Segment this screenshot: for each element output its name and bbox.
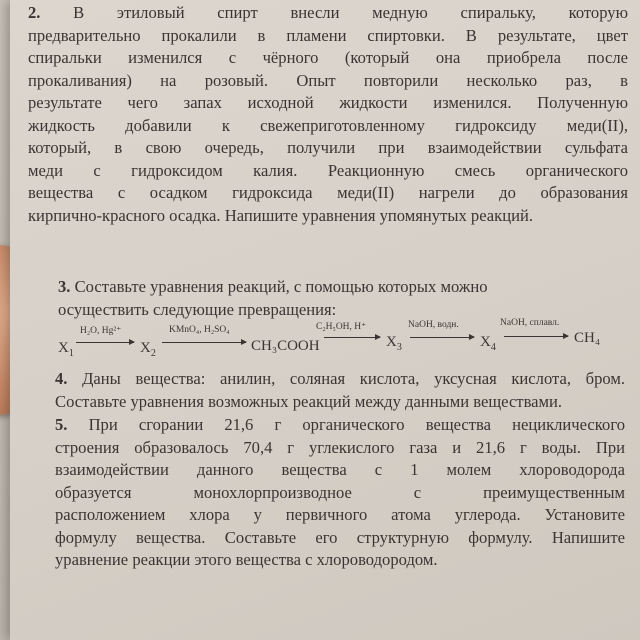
problem-3-line: 3. Составьте уравнения реакций, с помощью которых можно [58, 277, 488, 296]
problem-5 [55, 414, 625, 572]
problem-2-line: жидкость добавили к свежеприготовленному гидроксиду меди(II), [28, 115, 628, 135]
problem-5-line: формулу вещества. Составьте его структурную формулу. Напишите [55, 527, 625, 547]
problem-5-line: строения образовалось 70,4 г углекислого газа и 21,6 г воды. При [55, 437, 625, 457]
chain-condition-1: H₂O, Hg²⁺ [80, 326, 122, 336]
problem-5-line: 5. При сгорании 21,6 г органического вещества нециклического [55, 415, 626, 434]
chain-acetic-acid: CH₃COOH [251, 338, 320, 354]
problem-2-line: результате чего запах исходной жидкости изменился. Полученную [28, 93, 628, 112]
problem-5-line: взаимодействии данного вещества с 1 молем хлороводорода [55, 460, 625, 479]
problem-3-line: осуществить следующие превращения: [58, 299, 337, 319]
chain-x1: $X_1$ [58, 340, 74, 359]
problem-3 [58, 276, 618, 321]
problem-2-line: прокаливания) на розовый. Опыт повторили несколько раз, в [28, 70, 628, 90]
chain-arrow-4 [410, 337, 474, 338]
problem-5-line: расположением хлора у первичного атома углерода. Установите [55, 505, 625, 524]
chain-arrow-1 [76, 342, 134, 343]
problem-5-line: уравнение реакции этого вещества с хлороводородом. [55, 550, 438, 569]
problem-2-line: вещества с осадком гидроксида меди(II) нагрели до образования [28, 183, 628, 202]
problem-2-line: предварительно прокалили в пламени спиртовки. В результате, цвет [28, 25, 628, 45]
chain-x4: $X_4$ [480, 334, 496, 353]
problem-4 [55, 368, 625, 413]
chain-condition-4: NaOH, водн. [408, 320, 459, 330]
problem-2-line: который, в свою очередь, получили при взаимодействии сульфата [28, 138, 628, 157]
problem-4-line: Составьте уравнения возможных реакций между данными веществами. [55, 391, 563, 411]
chain-arrow-2 [162, 342, 246, 343]
transformation-chain [58, 320, 618, 360]
problem-2-line: меди с гидроксидом калия. Реакционную смесь органического [28, 160, 628, 180]
paper-sheet [10, 0, 640, 640]
chain-condition-2: KMnO₄, H₂SO₄ [169, 325, 230, 335]
chain-x2: $X_2$ [140, 340, 156, 359]
problem-4-line: 4. Даны вещества: анилин, соляная кислота, уксусная кислота, бром. [55, 369, 626, 388]
problem-3-number: 3. [58, 277, 71, 296]
chain-arrow-5 [504, 336, 568, 337]
chain-condition-3: C₂H₅OH, H⁺ [316, 322, 367, 332]
problem-5-number: 5. [55, 415, 68, 434]
problem-2-line: кирпично-красного осадка. Напишите уравнения упомянутых реакций. [28, 205, 533, 225]
chain-arrow-3 [324, 337, 380, 338]
problem-2 [28, 2, 628, 227]
problem-2-line: спиральки изменился с чёрного (который она приобрела после [28, 48, 628, 67]
problem-2-number: 2. [28, 3, 41, 22]
chain-condition-5: NaOH, сплавл. [500, 318, 560, 328]
chain-product: CH₄ [574, 330, 601, 346]
problem-2-line: 2. В этиловый спирт внесли медную спиральку, которую [28, 3, 628, 22]
chain-x3: $X_3$ [386, 334, 402, 353]
problem-4-number: 4. [55, 369, 68, 388]
problem-5-line: образуется монохлорпроизводное с преимущественным [55, 482, 625, 502]
